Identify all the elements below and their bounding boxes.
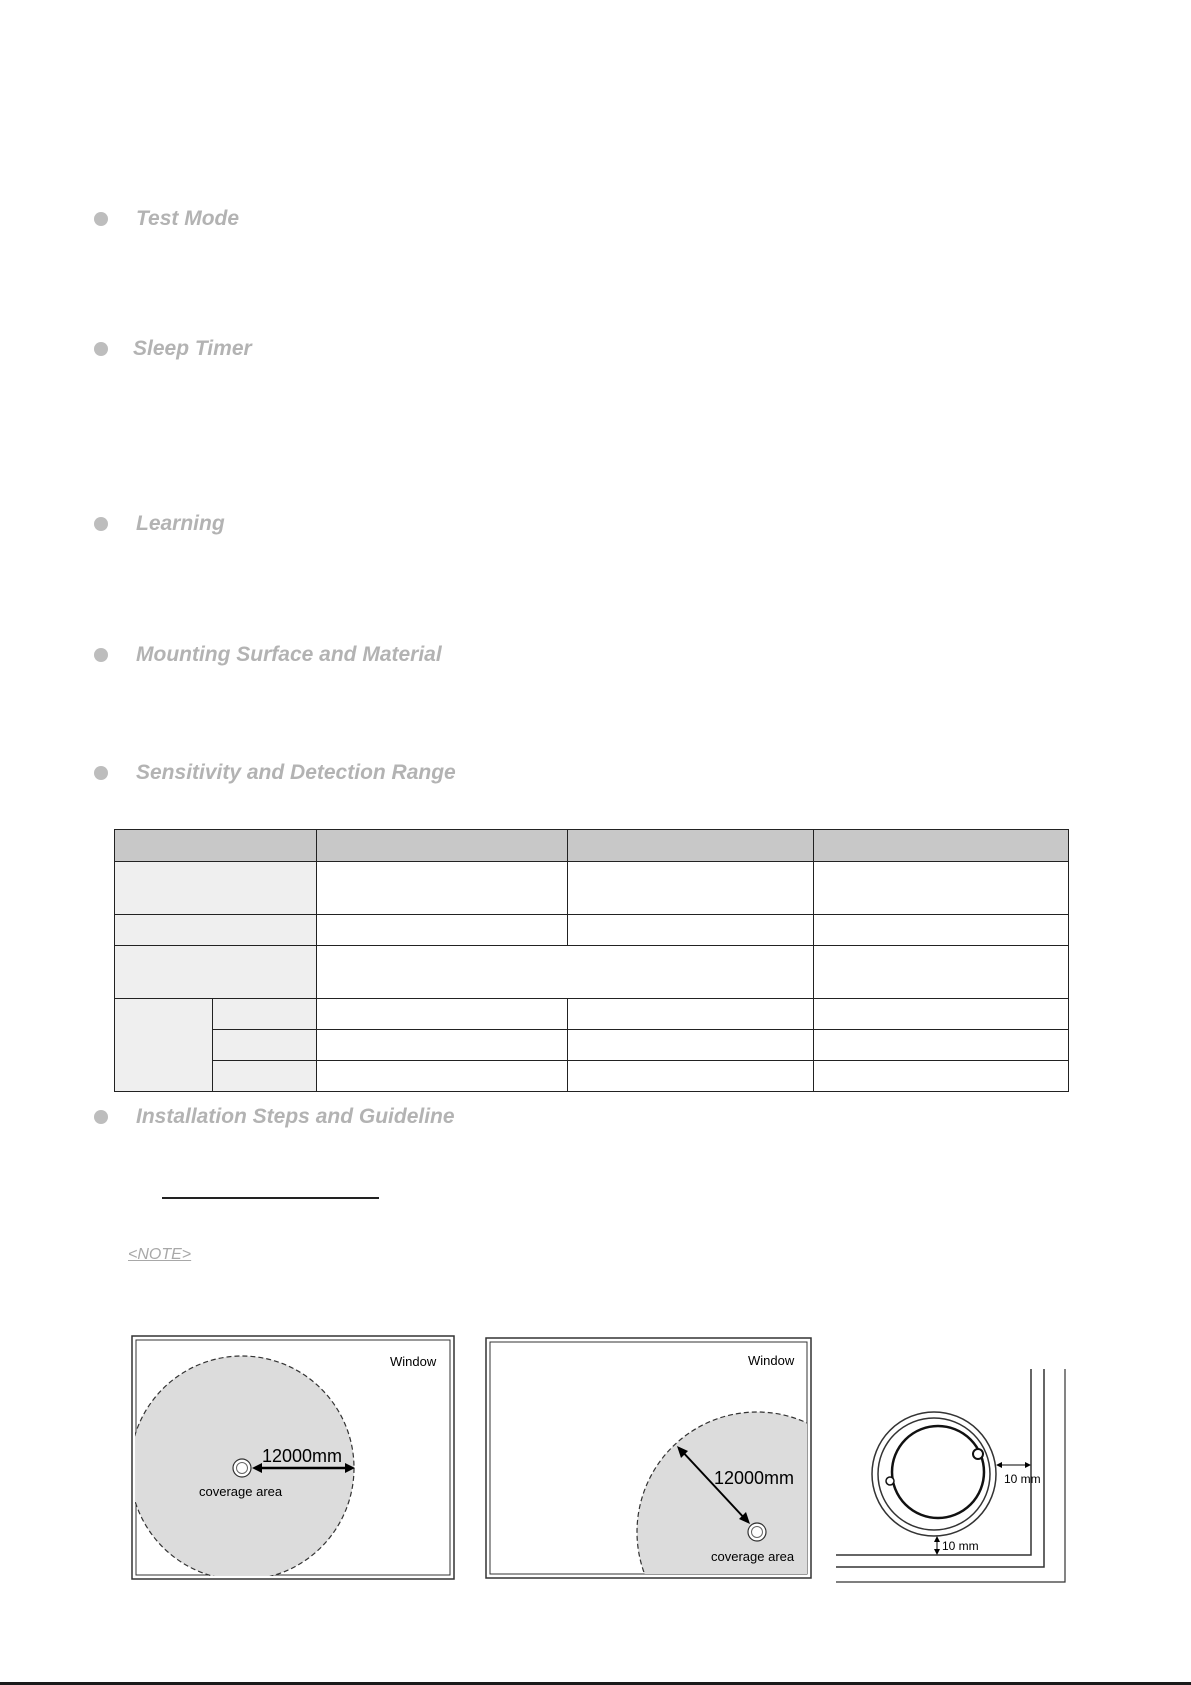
table-row xyxy=(115,1030,1069,1061)
table-row-label xyxy=(213,999,316,1030)
section-installation-steps xyxy=(94,1102,455,1132)
table-header-cell xyxy=(115,830,317,862)
distance-label: 12000mm xyxy=(262,1446,343,1466)
table-row xyxy=(115,915,1069,946)
figure-corner-coverage xyxy=(485,1337,812,1579)
section-mounting-surface xyxy=(94,640,442,670)
table-cell xyxy=(316,862,567,915)
table-cell xyxy=(316,946,813,999)
section-sensitivity-range xyxy=(94,758,456,788)
note-label: <NOTE> xyxy=(128,1246,192,1263)
table-cell xyxy=(813,915,1068,946)
table-row xyxy=(115,999,1069,1030)
table-cell xyxy=(316,999,567,1030)
table-cell xyxy=(813,946,1068,999)
bullet-icon xyxy=(94,342,108,356)
table-row xyxy=(115,946,1069,999)
table-cell xyxy=(567,1030,813,1061)
table-header-cell xyxy=(813,830,1068,862)
distance-label: 12000mm xyxy=(714,1468,795,1488)
table-row xyxy=(115,862,1069,915)
table-cell xyxy=(316,915,567,946)
table-cell xyxy=(567,999,813,1030)
section-title: Sensitivity and Detection Range xyxy=(136,761,456,784)
bullet-icon xyxy=(94,648,108,662)
bullet-icon xyxy=(94,766,108,780)
coverage-area-label: coverage area xyxy=(711,1549,795,1564)
table-header-cell xyxy=(567,830,813,862)
window-label: Window xyxy=(748,1353,795,1368)
section-learning xyxy=(94,509,225,539)
table-row-group-label xyxy=(115,999,213,1092)
coverage-diagram xyxy=(131,1335,455,1580)
sensor-dome xyxy=(892,1426,984,1518)
section-title: Learning xyxy=(136,512,225,535)
section-title: Test Mode xyxy=(136,207,240,230)
table-cell xyxy=(813,1030,1068,1061)
bullet-icon xyxy=(94,212,108,226)
coverage-area-label: coverage area xyxy=(199,1484,283,1499)
table-cell xyxy=(567,1061,813,1092)
table-header-cell xyxy=(316,830,567,862)
sensor-icon xyxy=(233,1459,251,1477)
table-row-label xyxy=(115,915,317,946)
underline-rule xyxy=(162,1197,379,1199)
table-header-row xyxy=(115,830,1069,862)
table-cell xyxy=(813,862,1068,915)
bottom-gap-label: 10 mm xyxy=(942,1539,979,1553)
coverage-diagram xyxy=(485,1337,812,1579)
table-cell xyxy=(316,1030,567,1061)
table-row xyxy=(115,1061,1069,1092)
table-cell xyxy=(316,1061,567,1092)
clearance-diagram xyxy=(836,1369,1070,1584)
table-row-label xyxy=(213,1061,316,1092)
section-title: Mounting Surface and Material xyxy=(136,643,442,666)
table-cell xyxy=(567,915,813,946)
section-sleep-timer xyxy=(94,334,252,364)
table-row-label xyxy=(213,1030,316,1061)
sensitivity-table xyxy=(114,829,1069,1092)
table-cell xyxy=(813,1061,1068,1092)
section-title: Sleep Timer xyxy=(133,337,252,360)
table-row-label xyxy=(115,946,317,999)
indicator-icon xyxy=(973,1449,983,1459)
section-title: Installation Steps and Guideline xyxy=(136,1105,455,1128)
table-row-label xyxy=(115,862,317,915)
bullet-icon xyxy=(94,1110,108,1124)
section-test-mode xyxy=(94,204,240,234)
clipped-text-remnant xyxy=(162,1231,232,1238)
table-cell xyxy=(567,862,813,915)
right-gap-label: 10 mm xyxy=(1004,1472,1041,1486)
bullet-icon xyxy=(94,517,108,531)
clipped-text-remnant xyxy=(162,740,462,747)
figure-wall-clearance xyxy=(836,1369,1070,1584)
sensor-icon xyxy=(748,1523,766,1541)
figure-center-coverage xyxy=(131,1335,455,1580)
table-cell xyxy=(813,999,1068,1030)
window-label: Window xyxy=(390,1354,437,1369)
led-icon xyxy=(886,1477,894,1485)
